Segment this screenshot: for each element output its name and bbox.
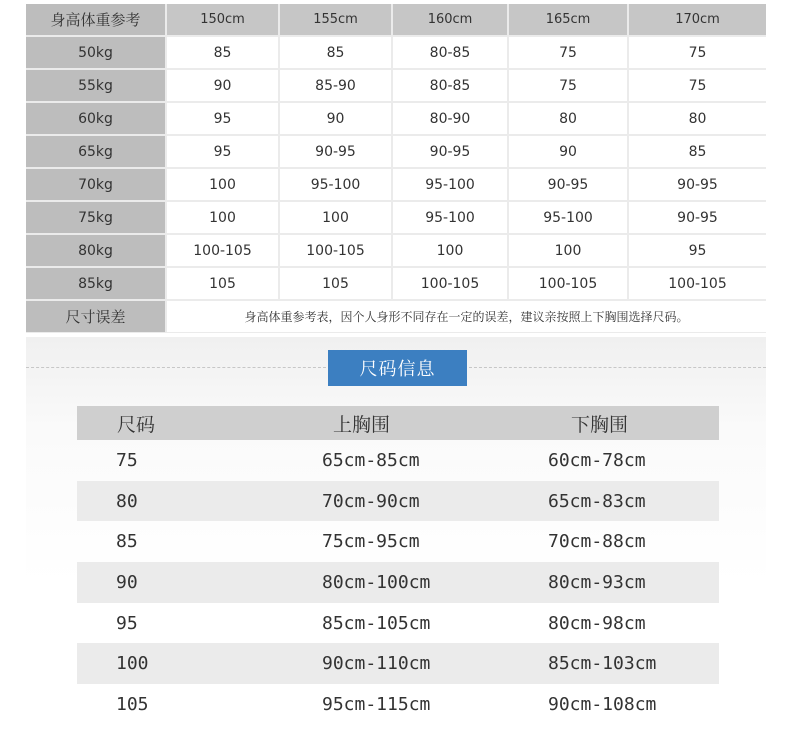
under-bust-value: 80cm-93cm — [548, 571, 646, 593]
reference-cell: 90 — [280, 103, 391, 134]
reference-note-row — [26, 301, 766, 334]
reference-cell: 90-95 — [509, 169, 627, 200]
upper-bust-value: 70cm-90cm — [322, 490, 420, 512]
reference-cell: 100 — [167, 202, 278, 233]
upper-bust-value: 95cm-115cm — [322, 693, 431, 715]
reference-cell: 85 — [629, 136, 766, 167]
size-value: 100 — [116, 653, 149, 675]
size-table-header — [77, 406, 719, 440]
reference-cell: 95 — [167, 103, 278, 134]
header-size: 尺码 — [117, 413, 156, 436]
reference-cell: 90-95 — [393, 136, 507, 167]
size-info-title: 尺码信息 — [328, 350, 467, 386]
header-under-bust: 下胸围 — [571, 413, 629, 436]
height-header-150: 150cm — [167, 4, 278, 35]
reference-cell: 100 — [393, 235, 507, 266]
height-header-155: 155cm — [280, 4, 391, 35]
reference-cell: 75 — [509, 70, 627, 101]
reference-row — [26, 70, 766, 103]
reference-cell: 100 — [509, 235, 627, 266]
size-row — [77, 481, 719, 522]
note-label: 尺寸误差 — [26, 301, 165, 332]
under-bust-value: 80cm-98cm — [548, 612, 646, 634]
reference-cell: 85 — [167, 37, 278, 68]
reference-cell: 80 — [509, 103, 627, 134]
size-table-body — [77, 440, 719, 725]
under-bust-value: 90cm-108cm — [548, 693, 657, 715]
reference-cell: 105 — [167, 268, 278, 299]
reference-row — [26, 37, 766, 70]
reference-cell: 80-90 — [393, 103, 507, 134]
reference-cell: 95-100 — [393, 169, 507, 200]
height-header-170: 170cm — [629, 4, 766, 35]
upper-bust-value: 90cm-110cm — [322, 653, 431, 675]
weight-label: 50kg — [26, 37, 165, 68]
size-value: 90 — [116, 571, 138, 593]
title-divider-left — [26, 367, 326, 368]
reference-row — [26, 169, 766, 202]
weight-label: 55kg — [26, 70, 165, 101]
weight-label: 70kg — [26, 169, 165, 200]
upper-bust-value: 75cm-95cm — [322, 531, 420, 553]
reference-cell: 90-95 — [629, 169, 766, 200]
height-header-165: 165cm — [509, 4, 627, 35]
reference-cell: 95-100 — [280, 169, 391, 200]
reference-cell: 100-105 — [509, 268, 627, 299]
reference-cell: 105 — [280, 268, 391, 299]
weight-label: 75kg — [26, 202, 165, 233]
upper-bust-value: 65cm-85cm — [322, 449, 420, 471]
reference-cell: 95 — [167, 136, 278, 167]
reference-cell: 90-95 — [280, 136, 391, 167]
under-bust-value: 60cm-78cm — [548, 449, 646, 471]
reference-cell: 100-105 — [393, 268, 507, 299]
reference-cell: 75 — [629, 37, 766, 68]
reference-cell: 90-95 — [629, 202, 766, 233]
size-value: 80 — [116, 490, 138, 512]
size-value: 95 — [116, 612, 138, 634]
under-bust-value: 85cm-103cm — [548, 653, 657, 675]
reference-cell: 85-90 — [280, 70, 391, 101]
size-row — [77, 562, 719, 603]
reference-row — [26, 103, 766, 136]
reference-row — [26, 136, 766, 169]
size-table — [77, 406, 719, 725]
reference-cell: 75 — [509, 37, 627, 68]
size-info-section — [26, 337, 766, 748]
size-info-title-block — [26, 350, 766, 386]
reference-row — [26, 235, 766, 268]
reference-cell: 80-85 — [393, 37, 507, 68]
size-row — [77, 684, 719, 725]
height-weight-reference-table — [26, 4, 766, 333]
weight-label: 80kg — [26, 235, 165, 266]
reference-cell: 100-105 — [280, 235, 391, 266]
size-row — [77, 643, 719, 684]
weight-label: 60kg — [26, 103, 165, 134]
reference-row — [26, 202, 766, 235]
reference-cell: 85 — [280, 37, 391, 68]
reference-cell: 95 — [629, 235, 766, 266]
upper-bust-value: 85cm-105cm — [322, 612, 431, 634]
reference-cell: 90 — [509, 136, 627, 167]
upper-bust-value: 80cm-100cm — [322, 571, 431, 593]
reference-corner-label: 身高体重参考 — [26, 4, 165, 35]
size-value: 85 — [116, 531, 138, 553]
reference-cell: 80 — [629, 103, 766, 134]
reference-cell: 100 — [280, 202, 391, 233]
reference-cell: 95-100 — [393, 202, 507, 233]
size-value: 75 — [116, 449, 138, 471]
height-header-160: 160cm — [393, 4, 507, 35]
reference-header-row — [26, 4, 766, 37]
reference-cell: 100 — [167, 169, 278, 200]
header-upper-bust: 上胸围 — [333, 413, 391, 436]
reference-cell: 100-105 — [629, 268, 766, 299]
reference-cell: 75 — [629, 70, 766, 101]
weight-label: 85kg — [26, 268, 165, 299]
size-row — [77, 603, 719, 644]
weight-label: 65kg — [26, 136, 165, 167]
size-row — [77, 521, 719, 562]
reference-cell: 90 — [167, 70, 278, 101]
under-bust-value: 65cm-83cm — [548, 490, 646, 512]
reference-row — [26, 268, 766, 301]
reference-cell: 95-100 — [509, 202, 627, 233]
under-bust-value: 70cm-88cm — [548, 531, 646, 553]
title-divider-right — [469, 367, 766, 368]
size-row — [77, 440, 719, 481]
reference-cell: 100-105 — [167, 235, 278, 266]
reference-cell: 80-85 — [393, 70, 507, 101]
note-text: 身高体重参考表，因个人身形不同存在一定的误差，建议亲按照上下胸围选择尺码。 — [167, 301, 766, 332]
size-value: 105 — [116, 693, 149, 715]
